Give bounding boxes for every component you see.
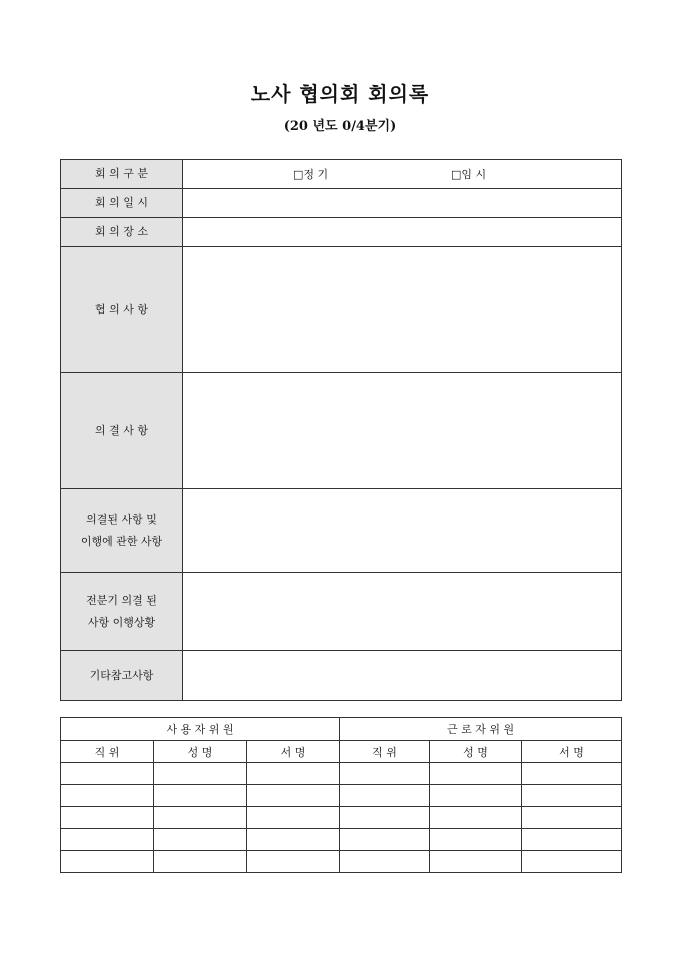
signature-cell[interactable] [522, 851, 622, 873]
document-subtitle: (20 년도 0/4분기) [283, 119, 397, 134]
signature-cell[interactable] [247, 763, 340, 785]
column-header-position: 직 위 [61, 741, 154, 763]
label-line: 이행에 관한 사항 [80, 534, 163, 548]
signature-cell[interactable] [154, 851, 247, 873]
label-meeting-datetime: 회 의 일 시 [61, 189, 183, 218]
label-previous-quarter-status [61, 573, 183, 651]
signature-cell[interactable] [154, 807, 247, 829]
label-line: 사항 이행상황 [87, 615, 156, 629]
group-worker-members: 근 로 자 위 원 [340, 718, 622, 741]
resolution-items-field[interactable] [183, 373, 622, 489]
signature-cell[interactable] [247, 829, 340, 851]
signature-cell[interactable] [247, 807, 340, 829]
signature-cell[interactable] [154, 763, 247, 785]
signature-rows [61, 763, 622, 873]
signature-cell[interactable] [154, 829, 247, 851]
signature-cell[interactable] [430, 851, 522, 873]
checkbox-regular[interactable]: □정 기 [293, 168, 329, 181]
document-title: 노사 협의회 회의록 [250, 82, 430, 106]
checkbox-special[interactable]: □임 시 [451, 168, 487, 181]
signature-cell[interactable] [522, 829, 622, 851]
signature-cell[interactable] [340, 785, 430, 807]
signature-cell[interactable] [61, 785, 154, 807]
signature-cell[interactable] [430, 763, 522, 785]
label-meeting-type: 회 의 구 분 [61, 160, 183, 189]
signature-cell[interactable] [522, 763, 622, 785]
signature-cell[interactable] [61, 763, 154, 785]
discussion-items-field[interactable] [183, 247, 622, 373]
label-resolution-items: 의 결 사 항 [61, 373, 183, 489]
label-meeting-place: 회 의 장 소 [61, 218, 183, 247]
signature-cell[interactable] [61, 851, 154, 873]
signature-cell[interactable] [430, 807, 522, 829]
group-employer-members: 사 용 자 위 원 [61, 718, 340, 741]
signature-cell[interactable] [61, 829, 154, 851]
other-notes-field[interactable] [183, 651, 622, 701]
signature-cell[interactable] [247, 785, 340, 807]
signature-cell[interactable] [340, 851, 430, 873]
signature-table [60, 717, 622, 873]
label-resolved-implementation [61, 489, 183, 573]
signature-cell[interactable] [247, 851, 340, 873]
column-header-name: 성 명 [154, 741, 247, 763]
meeting-datetime-field[interactable] [183, 189, 622, 218]
meeting-place-field[interactable] [183, 218, 622, 247]
signature-cell[interactable] [340, 763, 430, 785]
signature-cell[interactable] [61, 807, 154, 829]
signature-cell[interactable] [430, 785, 522, 807]
table-row [61, 807, 622, 829]
table-row [61, 785, 622, 807]
signature-cell[interactable] [154, 785, 247, 807]
column-header-position: 직 위 [340, 741, 430, 763]
table-row [61, 851, 622, 873]
signature-cell[interactable] [340, 807, 430, 829]
previous-quarter-status-field[interactable] [183, 573, 622, 651]
label-line: 전분기 의결 된 [86, 593, 157, 607]
signature-cell[interactable] [522, 785, 622, 807]
meeting-info-table [60, 159, 622, 701]
label-line: 의결된 사항 및 [86, 512, 157, 526]
column-header-signature: 서 명 [522, 741, 622, 763]
label-discussion-items: 협 의 사 항 [61, 247, 183, 373]
table-row [61, 829, 622, 851]
signature-cell[interactable] [522, 807, 622, 829]
signature-cell[interactable] [340, 829, 430, 851]
column-header-name: 성 명 [430, 741, 522, 763]
table-row [61, 763, 622, 785]
column-header-signature: 서 명 [247, 741, 340, 763]
meeting-type-field [183, 160, 622, 189]
label-other-notes: 기타참고사항 [61, 651, 183, 701]
resolved-implementation-field[interactable] [183, 489, 622, 573]
signature-cell[interactable] [430, 829, 522, 851]
